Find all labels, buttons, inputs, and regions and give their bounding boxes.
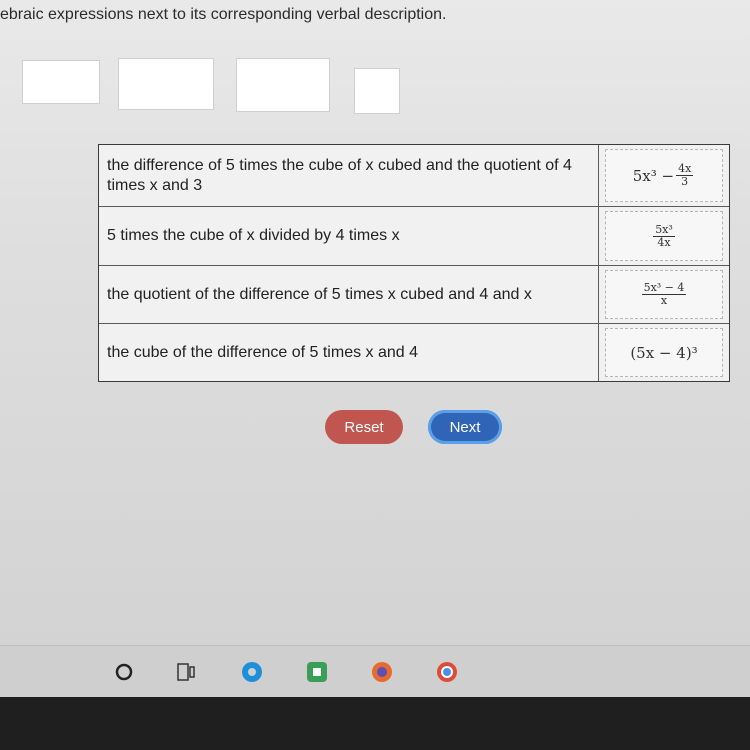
fraction xyxy=(676,163,693,188)
table-row xyxy=(99,207,729,266)
next-button[interactable]: Next xyxy=(428,410,502,444)
firefox-icon[interactable] xyxy=(370,660,394,684)
table-row xyxy=(99,145,729,207)
answer-tile-3[interactable] xyxy=(236,58,330,112)
table-row xyxy=(99,266,729,324)
expression-text: 5x³ − xyxy=(632,166,675,185)
answer-tile-2[interactable] xyxy=(118,58,214,110)
taskbar xyxy=(0,645,750,698)
numerator: 4x xyxy=(678,162,692,175)
denominator: 4x xyxy=(657,235,671,249)
drop-slot[interactable] xyxy=(605,211,723,261)
verbal-description: the difference of 5 times the cube of x cubed and the quotient of 4 times x and 3 xyxy=(99,145,599,206)
chrome-icon[interactable] xyxy=(435,660,459,684)
store-icon[interactable] xyxy=(305,660,329,684)
numerator: 5x³ xyxy=(655,222,673,236)
verbal-description: the quotient of the difference of 5 times x cubed and 4 and x xyxy=(99,266,599,323)
denominator: x xyxy=(660,294,668,307)
denominator: 3 xyxy=(681,175,689,188)
verbal-description: the cube of the difference of 5 times x and 4 xyxy=(99,324,599,381)
drop-slot[interactable] xyxy=(605,328,723,377)
monitor-bezel xyxy=(0,697,750,750)
numerator: 5x³ − 4 xyxy=(643,281,685,294)
fraction xyxy=(642,282,687,307)
reset-button[interactable]: Reset xyxy=(325,410,403,444)
task-view-icon[interactable] xyxy=(174,660,198,684)
fraction xyxy=(653,224,675,249)
drop-slot[interactable] xyxy=(605,149,723,202)
expression-text: (5x − 4)³ xyxy=(630,343,698,362)
verbal-description: 5 times the cube of x divided by 4 times x xyxy=(99,207,599,265)
instruction-text: ebraic expressions next to its corresponding verbal description. xyxy=(0,6,447,23)
answer-tile-4[interactable] xyxy=(354,68,400,114)
search-icon[interactable] xyxy=(112,660,136,684)
drop-slot[interactable] xyxy=(605,270,723,319)
table-row xyxy=(99,324,729,381)
answer-tile-1[interactable] xyxy=(22,60,100,104)
edge-icon[interactable] xyxy=(240,660,264,684)
matching-table xyxy=(98,144,730,382)
